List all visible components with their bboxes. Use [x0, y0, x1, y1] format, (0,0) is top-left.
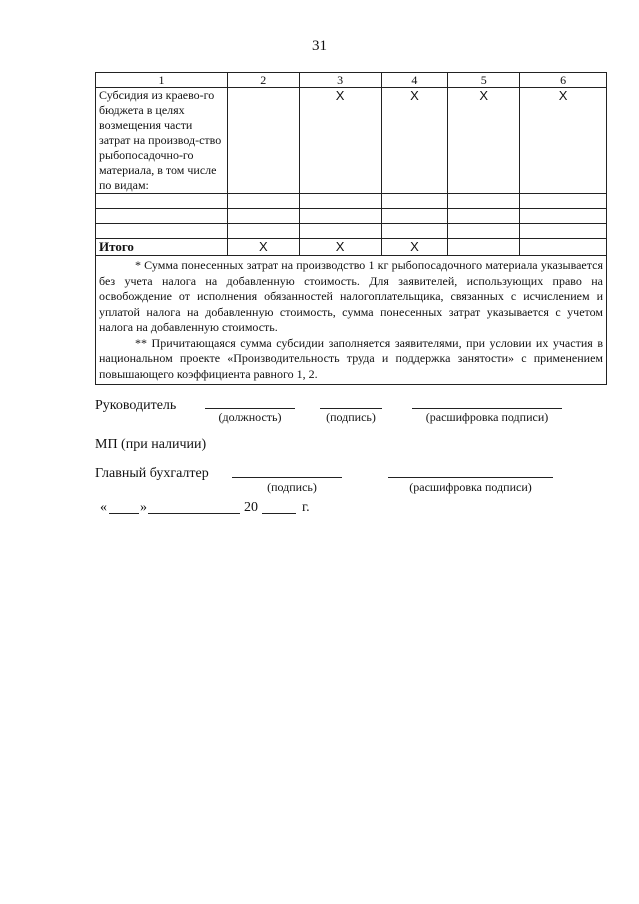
table-cell: X — [448, 88, 520, 194]
header-cell: 3 — [299, 73, 381, 88]
table-cell — [448, 224, 520, 239]
accountant-decoding-caption: (расшифровка подписи) — [409, 480, 532, 494]
signature-caption: (подпись) — [326, 410, 376, 424]
decoding-line — [412, 408, 562, 409]
position-caption: (должность) — [218, 410, 282, 424]
table-cell — [381, 224, 448, 239]
notes-row — [96, 256, 607, 385]
date-day-line — [109, 513, 139, 514]
note-vat: * Сумма понесенных затрат на производство 1 кг рыбопосадочного материала указывается без учета налога на добавленную стоимость. Для заявителей, использующих право на освобождение от исполнения обязанностей налогоплательщика, связанных с исчислением и уплатой налога на добавленную стоимость, сумма понесенных затрат указывается с учетом налога на добавленную стоимость. — [99, 258, 603, 334]
table-cell — [227, 88, 299, 194]
table-cell — [227, 194, 299, 209]
table-cell — [520, 194, 607, 209]
table-cell — [299, 209, 381, 224]
accountant-decoding-line — [388, 477, 553, 478]
header-cell: 5 — [448, 73, 520, 88]
subsidy-table — [95, 72, 607, 385]
table-header-row — [96, 73, 607, 88]
date-year-prefix: 20 — [244, 500, 258, 515]
decoding-caption: (расшифровка подписи) — [425, 410, 549, 424]
subsidy-label: Субсидия из краево-го бюджета в целях возмещения части затрат на производ-ство рыбопосадочно-го материала, в том числе по видам: — [96, 88, 228, 194]
table-cell — [96, 209, 228, 224]
header-cell: 1 — [96, 73, 228, 88]
table-cell: X — [299, 88, 381, 194]
date-close-quote: » — [140, 500, 147, 515]
date-month-line — [148, 513, 240, 514]
header-cell: 4 — [381, 73, 448, 88]
table-row-empty — [96, 194, 607, 209]
table-row-empty — [96, 209, 607, 224]
header-cell: 2 — [227, 73, 299, 88]
table-cell: X — [520, 88, 607, 194]
table-cell: X — [299, 239, 381, 256]
table-cell — [299, 194, 381, 209]
accountant-label: Главный бухгалтер — [95, 466, 209, 481]
table-cell — [520, 239, 607, 256]
accountant-signature-line — [232, 477, 342, 478]
table-cell — [448, 209, 520, 224]
note-coefficient: ** Причитающаяся сумма субсидии заполняется заявителями, при условии их участия в национальном проекте «Производительность труда и поддержка занятости» с применением повышающего коэффициента равного 1, 2. — [99, 335, 603, 381]
table-cell — [96, 224, 228, 239]
signature-line — [320, 408, 382, 409]
table-cell — [448, 239, 520, 256]
table-cell: X — [227, 239, 299, 256]
stamp-label: МП (при наличии) — [95, 437, 207, 452]
header-cell: 6 — [520, 73, 607, 88]
table-cell — [448, 194, 520, 209]
position-line — [205, 408, 295, 409]
table-cell — [227, 209, 299, 224]
table-cell — [520, 209, 607, 224]
table-cell: X — [381, 88, 448, 194]
table-cell — [227, 224, 299, 239]
table-cell — [520, 224, 607, 239]
date-open-quote: « — [100, 500, 107, 515]
table-cell — [299, 224, 381, 239]
accountant-signature-caption: (подпись) — [267, 480, 317, 494]
total-row — [96, 239, 607, 256]
table-cell — [381, 209, 448, 224]
table-cell: X — [381, 239, 448, 256]
table-cell — [96, 194, 228, 209]
date-year-suffix: г. — [302, 500, 310, 515]
notes-cell — [96, 256, 607, 385]
total-label: Итого — [96, 239, 228, 256]
head-label: Руководитель — [95, 398, 177, 413]
page-number: 31 — [312, 38, 327, 54]
table-row-empty — [96, 224, 607, 239]
table-cell — [381, 194, 448, 209]
date-year-line — [262, 513, 296, 514]
subsidy-row — [96, 88, 607, 194]
